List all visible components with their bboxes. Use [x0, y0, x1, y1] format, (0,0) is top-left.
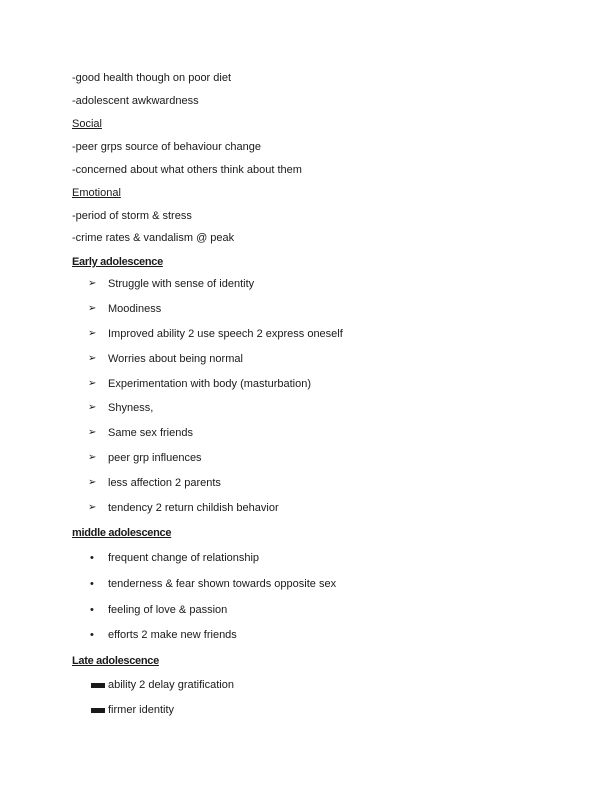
- arrow-bullet-icon: ➢: [88, 378, 97, 389]
- physical-line-1: -good health though on poor diet: [72, 72, 232, 84]
- middle-adolescence-heading: middle adolescence: [72, 527, 172, 539]
- social-heading: Social: [72, 118, 102, 130]
- arrow-bullet-icon: ➢: [88, 328, 97, 339]
- social-line-1: -peer grps source of behaviour change: [72, 141, 261, 153]
- arrow-bullet-icon: ➢: [88, 477, 97, 488]
- arrow-bullet-icon: ➢: [88, 502, 97, 513]
- arrow-bullet-icon: ➢: [88, 402, 97, 413]
- bullet-dot-icon: •: [90, 552, 94, 564]
- emotional-heading: Emotional: [72, 187, 121, 199]
- bullet-dot-icon: •: [90, 604, 94, 616]
- physical-line-2: -adolescent awkwardness: [72, 95, 199, 107]
- late-adolescence-heading: Late adolescence: [72, 655, 159, 667]
- square-bullet-icon: [91, 683, 105, 688]
- emotional-line-2: -crime rates & vandalism @ peak: [72, 232, 235, 244]
- arrow-bullet-icon: ➢: [88, 452, 97, 463]
- bullet-dot-icon: •: [90, 629, 94, 641]
- early-adolescence-heading: Early adolescence: [72, 256, 163, 268]
- arrow-bullet-icon: ➢: [88, 427, 97, 438]
- emotional-line-1: -period of storm & stress: [72, 210, 192, 222]
- square-bullet-icon: [91, 708, 105, 713]
- arrow-bullet-icon: ➢: [88, 303, 97, 314]
- social-line-2: -concerned about what others think about them: [72, 164, 302, 176]
- bullet-dot-icon: •: [90, 578, 94, 590]
- arrow-bullet-icon: ➢: [88, 353, 97, 364]
- document-page: -good health though on poor diet -adolescent awkwardness Social -peer grps source of behaviour change -concerned about what others think about them Emotional -period of storm & stress -crime rates & vandalism @ peak Early adolescence ➢ Struggle with sense of identity ➢ Moodiness ➢ Improved ability 2 use speech 2 express oneself ➢ Worries about being normal ➢ Experimentation with body (masturbation) ➢ Shyness, ➢ Same sex friends ➢ peer grp influences ➢ less affection 2 parents ➢ tendency 2 return childish behavior middle adolescence • frequent change of relationship • tenderness & fear shown towards opposite sex • feeling of love & passion • efforts 2 make new friends Late adolescence ability 2 delay gratification firmer identity: [72, 72, 343, 716]
- arrow-bullet-icon: ➢: [88, 278, 97, 289]
